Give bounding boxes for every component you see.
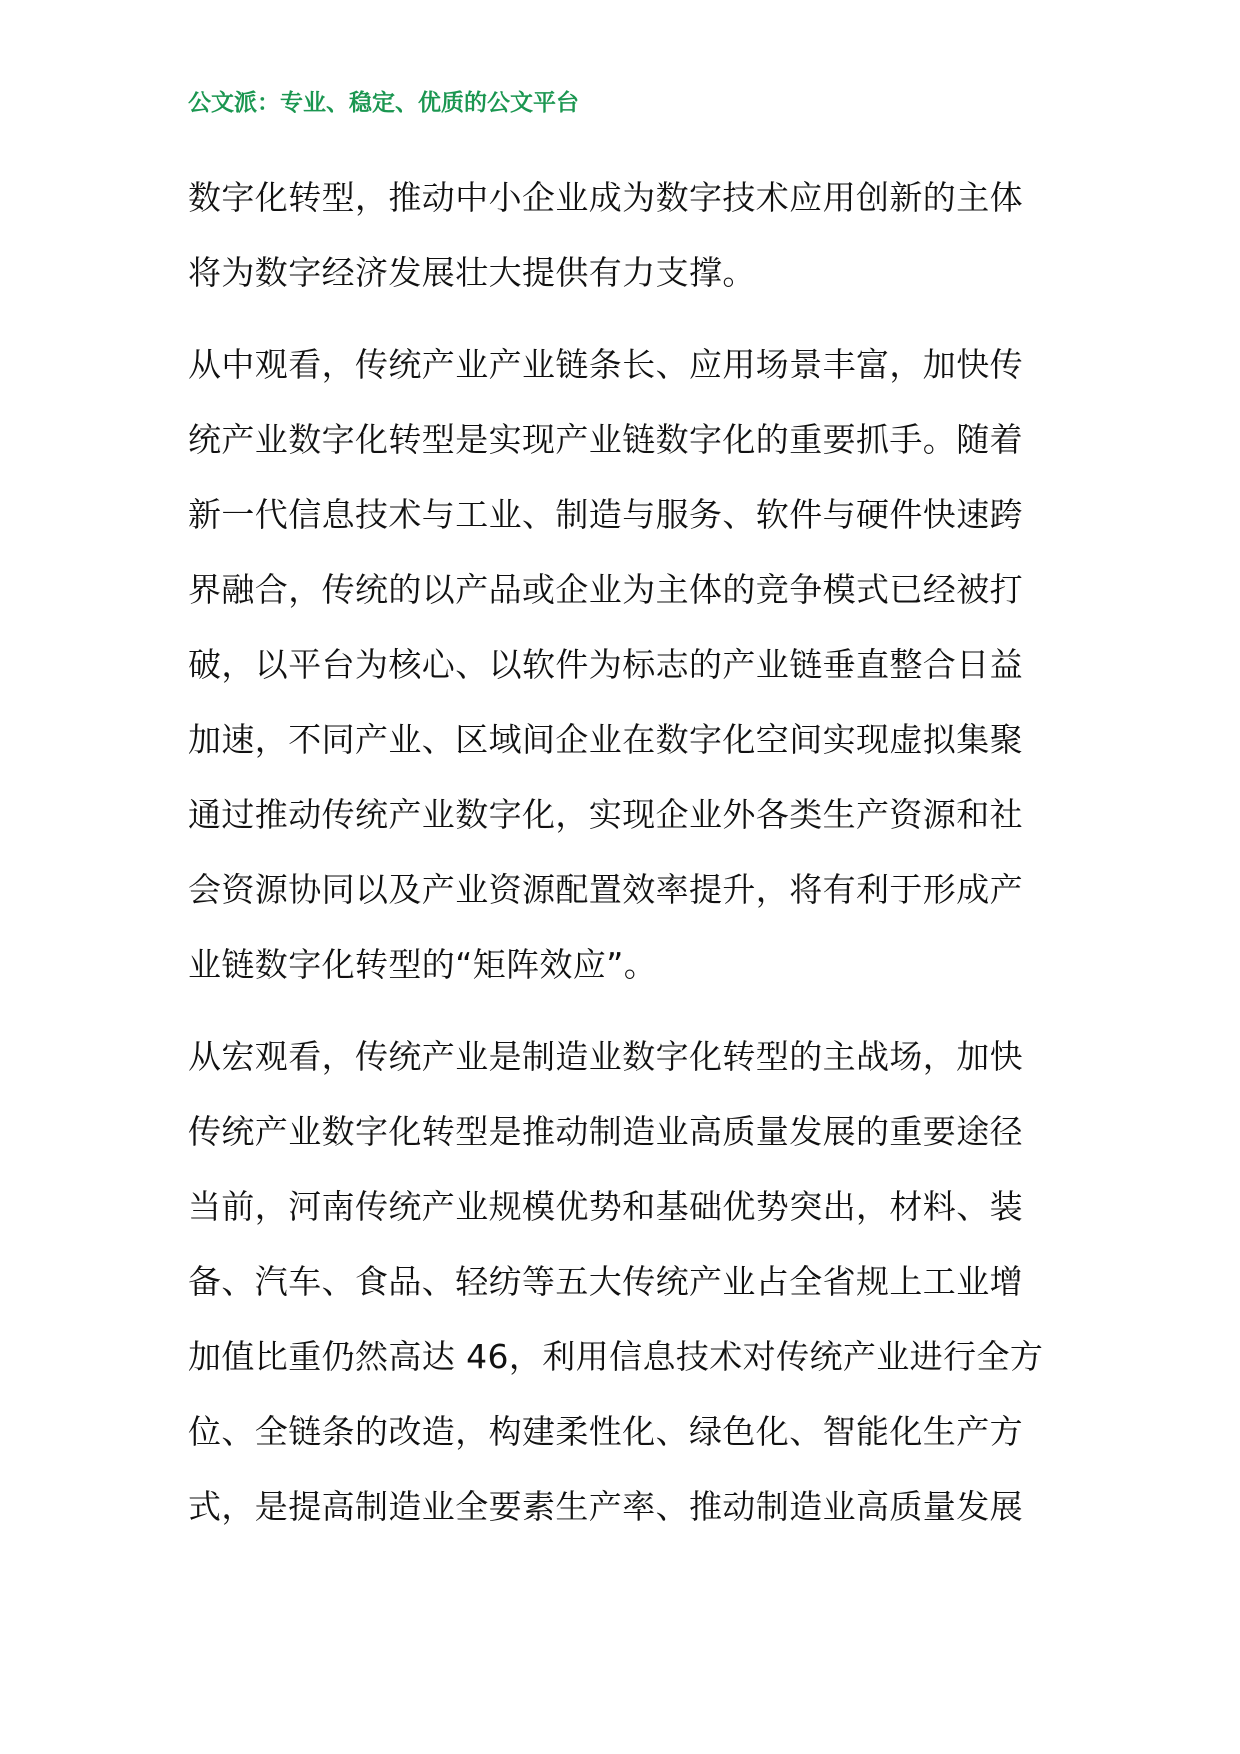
- text-line: 位、全链条的改造，构建柔性化、绿色化、智能化生产方: [188, 1412, 1023, 1451]
- text-line: 备、汽车、食品、轻纺等五大传统产业占全省规上工业增: [188, 1262, 1023, 1301]
- text-line: 从中观看，传统产业产业链条长、应用场景丰富，加快传: [188, 345, 1023, 384]
- paragraph-3: [188, 1019, 1054, 1544]
- text-line: 加值比重仍然高达 46，利用信息技术对传统产业进行全方: [188, 1337, 1044, 1376]
- text-line: 破，以平台为核心、以软件为标志的产业链垂直整合日益: [188, 645, 1023, 684]
- text-line: 新一代信息技术与工业、制造与服务、软件与硬件快速跨: [188, 495, 1023, 534]
- text-line: 传统产业数字化转型是推动制造业高质量发展的重要途径: [188, 1112, 1023, 1151]
- text-line: 数字化转型，推动中小企业成为数字技术应用创新的主体: [188, 178, 1023, 217]
- text-line: 将为数字经济发展壮大提供有力支撑。: [188, 253, 756, 292]
- text-line: 加速，不同产业、区域间企业在数字化空间实现虚拟集聚: [188, 720, 1023, 759]
- document-body: [188, 160, 1054, 1561]
- text-line: 式，是提高制造业全要素生产率、推动制造业高质量发展: [188, 1487, 1023, 1526]
- text-line: 统产业数字化转型是实现产业链数字化的重要抓手。随着: [188, 420, 1023, 459]
- text-line: 界融合，传统的以产品或企业为主体的竞争模式已经被打: [188, 570, 1023, 609]
- text-line: 会资源协同以及产业资源配置效率提升，将有利于形成产: [188, 870, 1023, 909]
- text-line: 当前，河南传统产业规模优势和基础优势突出，材料、装: [188, 1187, 1023, 1226]
- paragraph-1: [188, 160, 1054, 310]
- paragraph-2: [188, 327, 1054, 1002]
- text-line: 从宏观看，传统产业是制造业数字化转型的主战场，加快: [188, 1037, 1023, 1076]
- header-title: 公文派：专业、稳定、优质的公文平台: [188, 89, 579, 116]
- text-line: 通过推动传统产业数字化，实现企业外各类生产资源和社: [188, 795, 1023, 834]
- text-line: 业链数字化转型的“矩阵效应”。: [188, 945, 658, 984]
